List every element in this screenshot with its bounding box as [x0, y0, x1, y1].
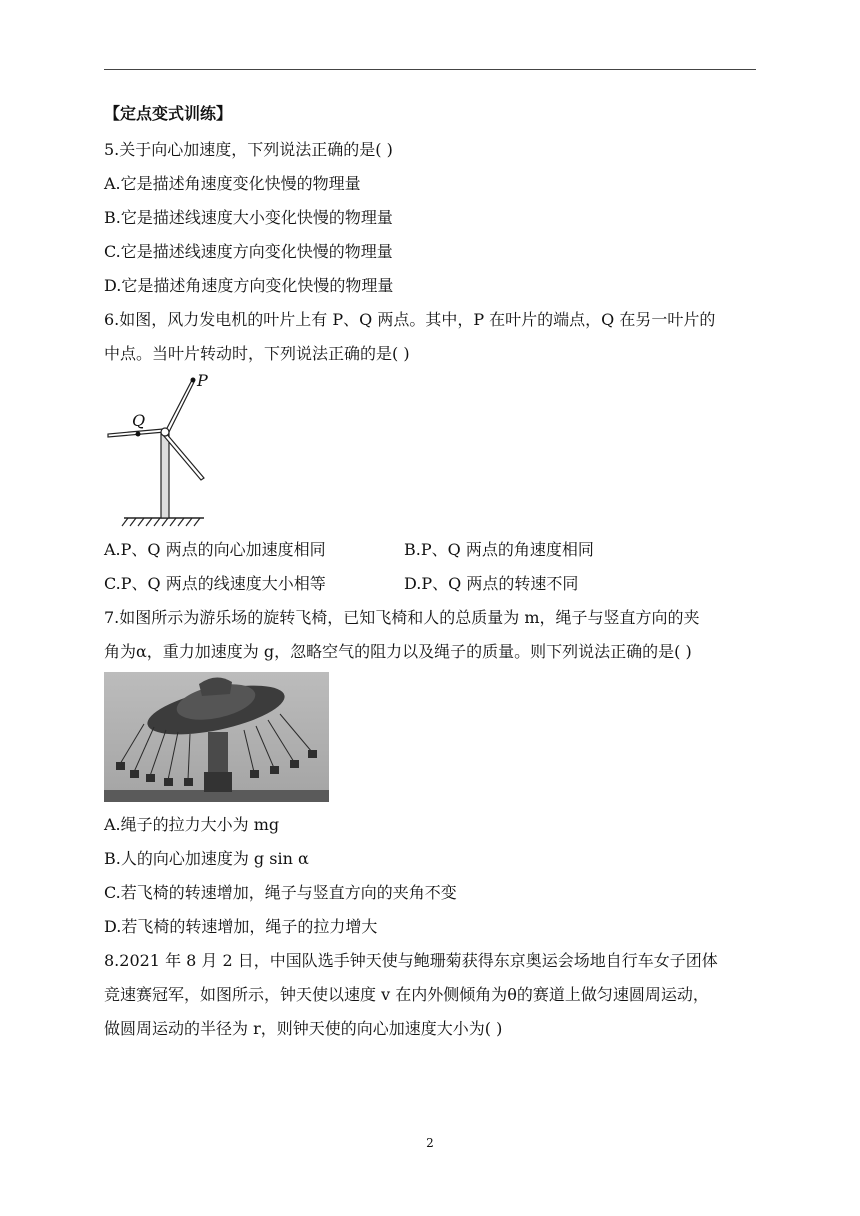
- swing-ride-photo: [104, 672, 329, 802]
- ground-hatch: [122, 518, 200, 526]
- point-q: [136, 432, 141, 437]
- q7-option-a: A.绳子的拉力大小为 mg: [104, 815, 280, 834]
- q8-line3: 做圆周运动的半径为 r，则钟天使的向心加速度大小为( ): [104, 1019, 503, 1038]
- q8-line1: 8.2021 年 8 月 2 日，中国队选手钟天使与鲍珊菊获得东京奥运会场地自行车女子团体: [104, 951, 718, 970]
- q5-option-a: A.它是描述角速度变化快慢的物理量: [104, 174, 361, 193]
- blade-upper: [165, 380, 194, 434]
- q8-line2: 竞速赛冠军，如图所示，钟天使以速度 v 在内外侧倾角为θ的赛道上做匀速圆周运动，: [104, 985, 709, 1004]
- point-p: [191, 378, 196, 383]
- q6-option-c: C.P、Q 两点的线速度大小相等: [104, 574, 326, 593]
- q5-option-b: B.它是描述线速度大小变化快慢的物理量: [104, 208, 393, 227]
- q5-stem: 5.关于向心加速度，下列说法正确的是( ): [104, 140, 393, 159]
- label-q: Q: [132, 411, 146, 430]
- q6-stem-line2: 中点。当叶片转动时，下列说法正确的是( ): [104, 344, 410, 363]
- q7-option-c: C.若飞椅的转速增加，绳子与竖直方向的夹角不变: [104, 883, 457, 902]
- q7-option-b: B.人的向心加速度为 g sin α: [104, 849, 309, 868]
- q6-option-a: A.P、Q 两点的向心加速度相同: [104, 540, 326, 559]
- q7-stem-line1: 7.如图所示为游乐场的旋转飞椅，已知飞椅和人的总质量为 m，绳子与竖直方向的夹: [104, 608, 700, 627]
- q6-stem-line1: 6.如图，风力发电机的叶片上有 P、Q 两点。其中，P 在叶片的端点，Q 在另一叶片的: [104, 310, 716, 329]
- section-title: 【定点变式训练】: [104, 104, 233, 123]
- wind-turbine-figure: [100, 370, 220, 530]
- hub: [161, 428, 169, 436]
- page-number: 2: [426, 1136, 434, 1150]
- q5-option-c: C.它是描述线速度方向变化快慢的物理量: [104, 242, 393, 261]
- q7-stem-line2: 角为α，重力加速度为 g，忽略空气的阻力以及绳子的质量。则下列说法正确的是( ): [104, 642, 692, 661]
- q5-option-d: D.它是描述角速度方向变化快慢的物理量: [104, 276, 394, 295]
- q6-option-b: B.P、Q 两点的角速度相同: [404, 540, 594, 559]
- header-rule: [104, 69, 756, 70]
- q6-option-d: D.P、Q 两点的转速不同: [404, 574, 579, 593]
- q7-option-d: D.若飞椅的转速增加，绳子的拉力增大: [104, 917, 378, 936]
- tower: [161, 432, 169, 518]
- label-p: P: [197, 371, 208, 390]
